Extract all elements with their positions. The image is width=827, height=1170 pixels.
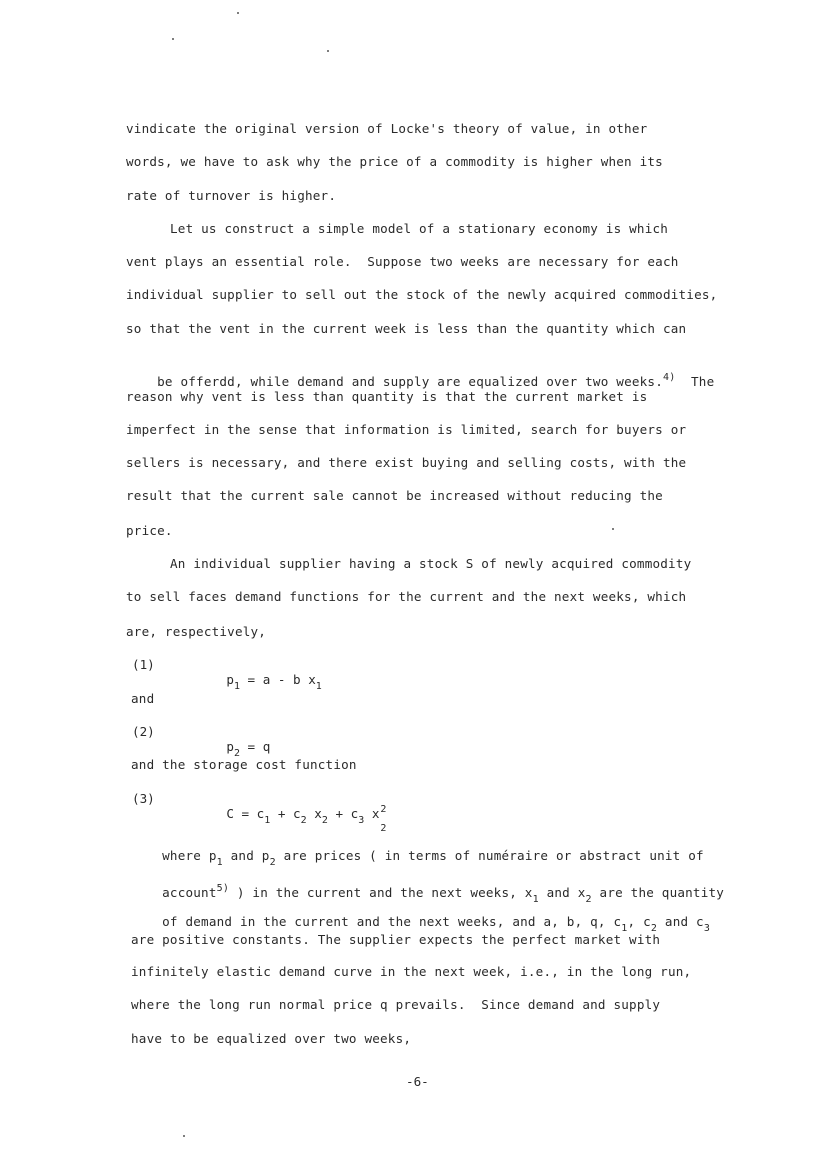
eq-part: + c xyxy=(327,806,359,821)
page-number: -6- xyxy=(406,1074,429,1089)
text-sub: 2 xyxy=(650,923,658,934)
text-line: price. xyxy=(126,523,173,538)
text-line: reason why vent is less than quantity is that the current market is xyxy=(126,389,648,404)
text-segment: are prices ( in terms of numéraire or abstract unit of xyxy=(275,848,704,863)
text-segment: are the quantity xyxy=(591,885,725,900)
eq-sub: 1 xyxy=(315,681,322,692)
equation-label: (3) xyxy=(132,791,155,806)
text-segment: and c xyxy=(657,914,704,929)
text-line: sellers is necessary, and there exist buying and selling costs, with the xyxy=(126,455,687,470)
text-line: so that the vent in the current week is less than the quantity which can xyxy=(126,321,687,336)
scan-speck xyxy=(183,1135,185,1137)
scan-speck xyxy=(237,12,239,14)
text-line: are, respectively, xyxy=(126,624,267,639)
text-line: and the storage cost function xyxy=(131,757,357,772)
text-segment: and x xyxy=(538,885,586,900)
eq-sub: 2 xyxy=(233,748,240,759)
eq-part: + c xyxy=(270,806,301,821)
eq-sub: 3 xyxy=(358,815,365,826)
eq-part: C = c xyxy=(226,806,265,821)
eq-sup: 2 xyxy=(380,804,387,815)
text-line: individual supplier to sell out the stock of the newly acquired commodities, xyxy=(126,287,718,302)
text-segment: , c xyxy=(627,914,651,929)
text-line: imperfect in the sense that information is limited, search for buyers or xyxy=(126,422,687,437)
text-sub: 1 xyxy=(621,923,628,934)
text-sub: 2 xyxy=(585,894,592,905)
text-segment: ) in the current and the next weeks, x xyxy=(229,885,533,900)
eq-sub: 1 xyxy=(264,815,271,826)
text-sub: 2 xyxy=(269,857,276,868)
text-segment: account xyxy=(162,885,217,900)
text-line: words, we have to ask why the price of a commodity is higher when its xyxy=(126,154,663,169)
text-line: Let us construct a simple model of a stationary economy is which xyxy=(170,221,669,236)
text-segment: and p xyxy=(222,848,270,863)
scan-speck xyxy=(612,528,614,530)
text-sub: 1 xyxy=(532,894,539,905)
text-line: infinitely elastic demand curve in the next week, i.e., in the long run, xyxy=(131,964,692,979)
text-line: and xyxy=(131,691,155,706)
text-segment: be offerdd, while demand and supply are equalized over two weeks. xyxy=(157,374,663,389)
equation-label: (2) xyxy=(132,724,155,739)
text-line: to sell faces demand functions for the current and the next weeks, which xyxy=(126,589,687,604)
text-segment xyxy=(675,374,691,389)
eq-sub: 1 xyxy=(233,681,240,692)
text-sub: 1 xyxy=(216,857,223,868)
text-line: result that the current sale cannot be increased without reducing the xyxy=(126,488,663,503)
text-sub: 3 xyxy=(703,923,711,934)
eq-part: = a - b x xyxy=(239,672,316,687)
footnote-marker: 4) xyxy=(662,372,676,383)
eq-part: x xyxy=(364,806,380,821)
text-segment: The xyxy=(691,374,715,389)
text-line: are positive constants. The supplier expects the perfect market with xyxy=(131,932,661,947)
text-line: where the long run normal price q prevails. Since demand and supply xyxy=(131,997,661,1012)
eq-part: p xyxy=(226,739,234,754)
equation-label: (1) xyxy=(132,657,155,672)
equation-1 xyxy=(196,657,322,707)
footnote-marker: 5) xyxy=(216,883,230,894)
eq-part: p xyxy=(226,672,234,687)
scan-speck xyxy=(327,50,329,52)
eq-part: x xyxy=(306,806,322,821)
text-line: rate of turnover is higher. xyxy=(126,188,337,203)
eq-part: = q xyxy=(239,739,271,754)
text-segment: of demand in the current and the next weeks, and a, b, q, c xyxy=(162,914,622,929)
text-line: vindicate the original version of Locke's theory of value, in other xyxy=(126,121,648,136)
eq-sub: 2 xyxy=(321,815,328,826)
text-line: vent plays an essential role. Suppose two weeks are necessary for each xyxy=(126,254,679,269)
eq-sub: 2 xyxy=(300,815,307,826)
eq-sub: 2 xyxy=(380,823,387,834)
text-line: An individual supplier having a stock S of newly acquired commodity xyxy=(170,556,692,571)
text-line: have to be equalized over two weeks, xyxy=(131,1031,412,1046)
text-segment: where p xyxy=(162,848,217,863)
scan-speck xyxy=(172,38,174,40)
